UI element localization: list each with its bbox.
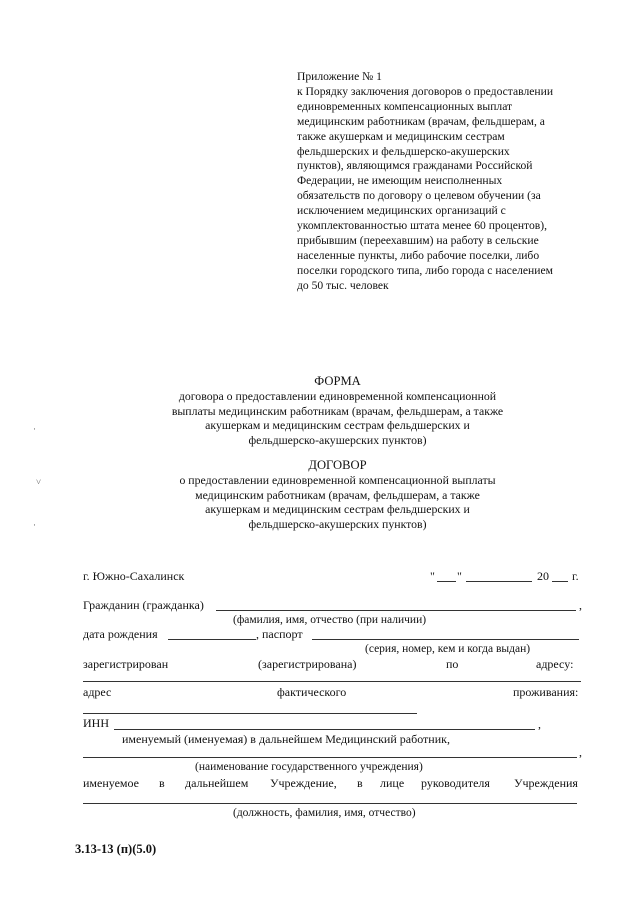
named-inst-word: Учреждения bbox=[514, 776, 578, 790]
named-inst-word: в bbox=[357, 776, 363, 790]
contract-heading: ДОГОВОР bbox=[308, 458, 367, 472]
citizen-fio-field[interactable] bbox=[216, 610, 576, 611]
year-suffix: г. bbox=[572, 569, 579, 583]
residence-label: проживания: bbox=[513, 685, 579, 699]
named-worker-text: именуемый (именуемая) в дальнейшем Медицинский работник, bbox=[122, 732, 450, 746]
appendix-line: до 50 тыс. человек bbox=[297, 278, 389, 292]
comma: , bbox=[579, 745, 582, 759]
head-position-field[interactable] bbox=[83, 803, 577, 804]
fio-hint: (фамилия, имя, отчество (при наличии) bbox=[233, 614, 427, 626]
citizen-label: Гражданин (гражданка) bbox=[83, 598, 204, 612]
by-label: по bbox=[446, 657, 459, 671]
appendix-line: медицинским работникам (врачам, фельдшерам, а bbox=[297, 114, 545, 128]
birth-date-label: дата рождения bbox=[83, 627, 158, 641]
date-quote-close: " bbox=[457, 569, 462, 583]
appendix-line: обязательств по договору о целевом обучении (за bbox=[297, 189, 541, 203]
address-word: адресу: bbox=[536, 657, 574, 671]
actual-label: фактического bbox=[277, 685, 347, 699]
appendix-line: также акушеркам и медицинским сестрам bbox=[297, 129, 505, 143]
contract-title-line: фельдшерско-акушерских пунктов) bbox=[248, 517, 427, 532]
actual-address-field[interactable] bbox=[83, 713, 417, 714]
named-inst-word: именуемое bbox=[83, 776, 139, 790]
comma: , bbox=[538, 717, 541, 731]
institution-hint: (наименование государственного учреждения) bbox=[195, 761, 423, 773]
named-inst-word: лице bbox=[380, 776, 405, 790]
named-inst-word: дальнейшем bbox=[185, 776, 249, 790]
year-field[interactable] bbox=[552, 581, 568, 582]
appendix-heading: Приложение № 1 bbox=[297, 70, 382, 83]
appendix-line: населенные пункты, либо рабочие поселки, либо bbox=[297, 248, 540, 262]
form-heading: ФОРМА bbox=[314, 374, 361, 388]
appendix-line: укомплектованностью штата менее 60 процентов), bbox=[297, 219, 548, 233]
form-title-line: выплаты медицинским работникам (врачам, фельдшерам, а также bbox=[171, 403, 504, 418]
passport-field[interactable] bbox=[312, 639, 579, 640]
appendix-block bbox=[297, 70, 597, 294]
comma: , bbox=[579, 598, 582, 612]
appendix-line: фельдшерских и фельдшерско-акушерских bbox=[297, 144, 510, 158]
city-label: г. Южно-Сахалинск bbox=[83, 569, 185, 583]
inn-label: ИНН bbox=[83, 716, 109, 730]
form-title-line: акушеркам и медицинским сестрам фельдшерских и bbox=[205, 418, 470, 433]
scan-speck: · bbox=[33, 520, 36, 530]
appendix-line: Федерации, не имеющим неисполненных bbox=[297, 174, 503, 188]
registration-address-field[interactable] bbox=[83, 681, 581, 682]
contract-title-line: акушеркам и медицинским сестрам фельдшерских и bbox=[205, 502, 470, 517]
scan-speck: ˅ bbox=[36, 477, 42, 487]
appendix-line: исключением медицинских организаций с bbox=[297, 204, 506, 218]
appendix-line: пунктов), являющимся гражданами Российской bbox=[297, 159, 533, 173]
year-prefix: 20 bbox=[537, 569, 549, 583]
named-inst-word: Учреждение, bbox=[270, 776, 337, 790]
address-label: адрес bbox=[83, 685, 112, 699]
form-title-line: фельдшерско-акушерских пунктов) bbox=[248, 433, 427, 448]
appendix-line: прибывшим (переехавшим) на работу в сельские bbox=[297, 233, 539, 247]
passport-label: , паспорт bbox=[256, 627, 303, 641]
month-field[interactable] bbox=[466, 581, 532, 582]
date-quote-open: " bbox=[430, 569, 435, 583]
scan-speck: · bbox=[33, 424, 36, 434]
form-title-block bbox=[140, 374, 535, 448]
day-field[interactable] bbox=[437, 581, 456, 582]
contract-title-line: медицинским работникам (врачам, фельдшерам, а также bbox=[195, 487, 480, 502]
birth-date-field[interactable] bbox=[168, 639, 256, 640]
contract-title-line: о предоставлении единовременной компенсационной выплаты bbox=[179, 472, 496, 487]
contract-title-block bbox=[140, 458, 535, 532]
form-title-line: договора о предоставлении единовременной компенсационной bbox=[178, 388, 497, 403]
passport-hint: (серия, номер, кем и когда выдан) bbox=[365, 643, 531, 655]
appendix-line: поселки городского типа, либо города с населением bbox=[297, 263, 553, 277]
registered-label: зарегистрирован bbox=[83, 657, 169, 671]
registered-f-label: (зарегистрирована) bbox=[258, 657, 357, 671]
named-inst-word: руководителя bbox=[421, 776, 490, 790]
institution-field[interactable] bbox=[83, 757, 577, 758]
appendix-line: единовременных компенсационных выплат bbox=[297, 99, 513, 113]
document-code: 3.13-13 (п)(5.0) bbox=[75, 842, 157, 856]
inn-field[interactable] bbox=[114, 729, 535, 730]
named-inst-word: в bbox=[159, 776, 165, 790]
position-hint: (должность, фамилия, имя, отчество) bbox=[233, 807, 416, 819]
appendix-line: к Порядку заключения договоров о предоставлении bbox=[297, 84, 554, 98]
